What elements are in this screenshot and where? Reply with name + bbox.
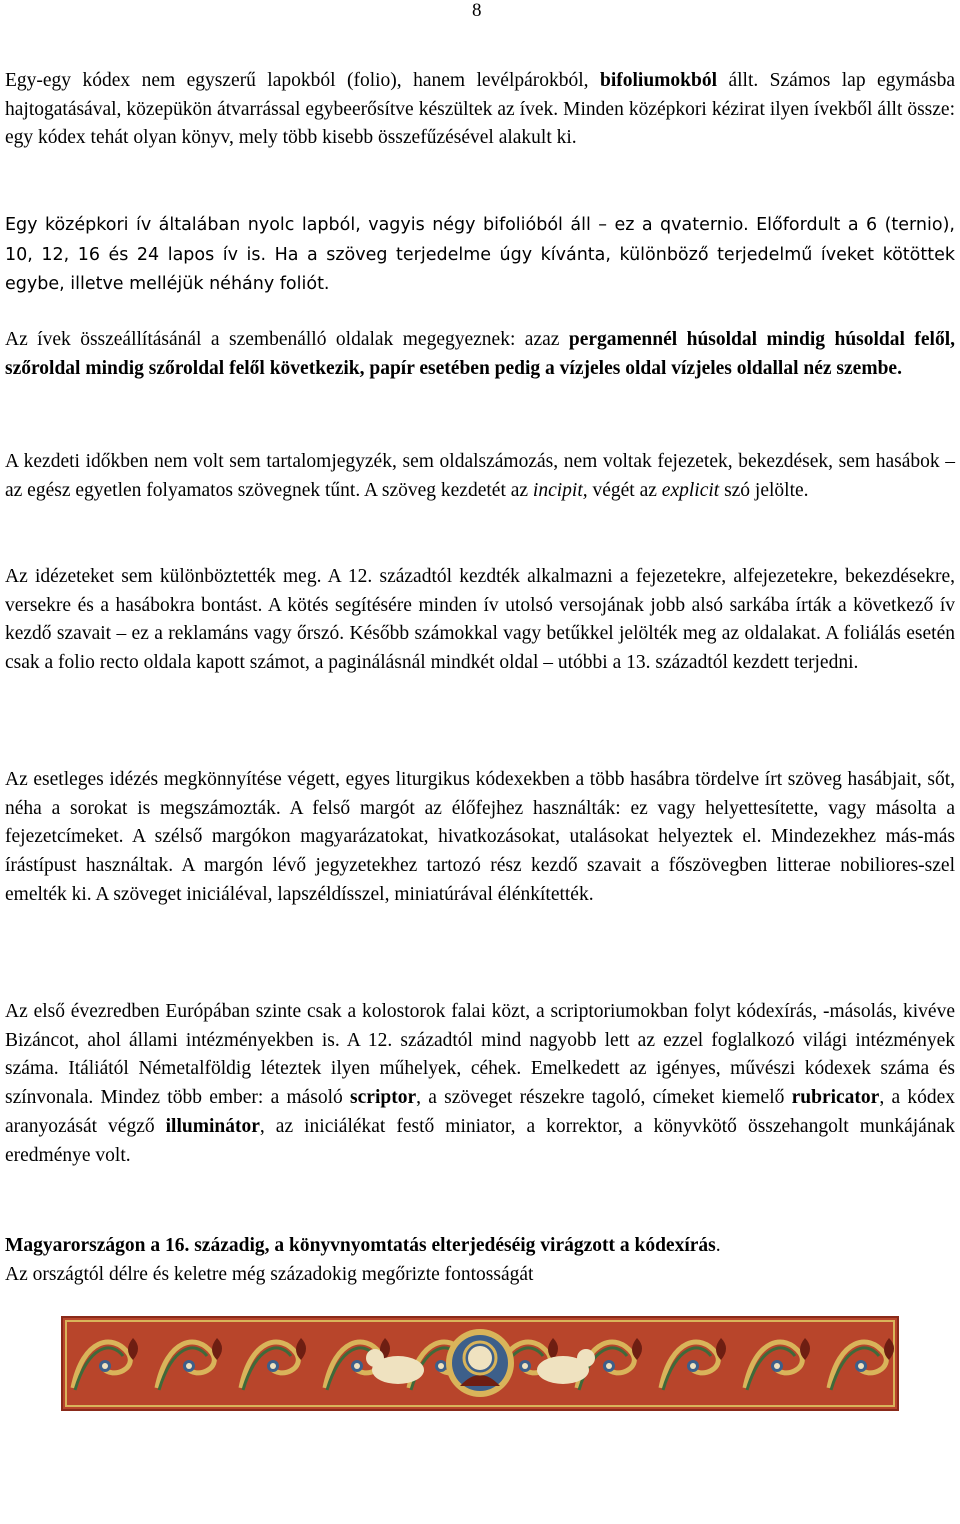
p4-text-a: A kezdeti időkben nem volt sem tartalomjegyzék, sem oldalszámozás, nem voltak fejezetek, bekezdések, sem hasábok – az egész egyetlen folyamatos szövegnek tűnt. A szöveg kezdetét az bbox=[5, 451, 955, 501]
p7-text-a: Az első évezredben Európában szinte csak a kolostorok falai közt, a scriptoriumokban folyt kódexírás, -másolás, kivéve Bizáncot, ahol állami intézményekben is. A 12. századtól mind nagyobb lett az ezzel foglalkozó világi intézmények száma. Itáliától Németalföldig léteztek ilyen műhelyek, céhek. Emelkedett az igényes, művészi kódexek száma és színvonala. Mindez több ember: a másoló bbox=[5, 1001, 955, 1109]
paragraph-scriptorium bbox=[5, 998, 955, 1170]
p8-period: . bbox=[715, 1235, 721, 1256]
p3-bold-rule: pergamennél húsoldal mindig húsoldal felől, szőroldal mindig szőroldal felől következik, papír esetében pedig a vízjeles oldal vízjeles oldallal néz szembe. bbox=[5, 329, 955, 379]
paragraph-tagolas: Az idézeteket sem különböztették meg. A 12. századtól kezdték alkalmazni a fejezetekre, alfejezetekre, bekezdésekre, versekre és a hasábokra bontást. A kötés segítésére minden ív utolsó versojának jobb alsó sarkába írták a következő ív kezdő szavait – ez a reklamáns vagy őrszó. Később számokkal vagy betűkkel jelölték meg az oldalakat. A foliálás esetén csak a folio recto oldala kapott számot, a paginálásnál mindkét oldal – utóbbi a 13. századtól kezdett terjedni. bbox=[5, 566, 955, 674]
p4-text-c: szó jelölte. bbox=[719, 479, 809, 501]
p7-text-d: , az iniciálékat festő miniator, a korrektor, a könyvkötő összehangolt munkájának eredménye volt. bbox=[5, 1115, 955, 1166]
p7-text-b: , a szöveget részekre tagoló, címeket kiemelő bbox=[416, 1087, 792, 1109]
paragraph-margok: Az esetleges idézés megkönnyítése végett, egyes liturgikus kódexekben a több hasábra tördelve írt szöveg hasábjait, sőt, néha a sorokat is megszámozták. A felső margót az élőfejhez használták: ez vagy helyettesítette, vagy másolta a fejezetcímeket. A szélső margókon magyarázatokat, hivatkozásokat, utalásokat helyeztek el. Mindezekhez más-más írástípust használtak. A margón lévő jegyzetekhez tartozó rész kezdő szavait a főszövegben litterae nobiliores-szel emelték ki. A szöveget iniciáléval, lapszéldísszel, miniatúrával élénkítették. bbox=[5, 769, 955, 905]
term-incipit: incipit, bbox=[532, 479, 588, 501]
p8-text-c: Az országtól délre és keletre még századokig megőrizte fontosságát bbox=[5, 1263, 534, 1285]
paragraph-iv-osszeallitas bbox=[5, 326, 955, 383]
p2-text-a: Egy középkori ív általában nyolc lapból, vagyis négy bifolióból áll – ez a qvaternio. Előfordult a 6 (ternio), 10, 12, 16 és 24 lapos ív is. bbox=[5, 215, 955, 265]
p1-text-a: Egy-egy kódex nem egyszerű lapokból (folio), hanem levélpárokból, bbox=[5, 70, 600, 91]
p7-text-c: , a kódex aranyozását végző bbox=[5, 1087, 955, 1137]
paragraph-incipit-explicit bbox=[5, 448, 955, 505]
illuminated-ornament-image bbox=[63, 1318, 897, 1409]
term-explicit: explicit bbox=[661, 479, 720, 501]
page-number: 8 bbox=[472, 0, 482, 21]
term-illuminator: illuminátor bbox=[165, 1115, 260, 1137]
p2-text-b: Ha a szöveg terjedelme úgy kívánta, különböző terjedelmű íveket kötöttek egybe, illetve melléjük néhány foliót. bbox=[5, 244, 955, 295]
p4-text-b: végét az bbox=[587, 479, 662, 501]
term-scriptor: scriptor bbox=[350, 1087, 417, 1109]
p3-text-a: Az ívek összeállításánál a szembenálló oldalak megegyeznek: azaz bbox=[5, 329, 569, 350]
paragraph-qvaternio bbox=[5, 211, 955, 300]
term-rubricator: rubricator bbox=[791, 1087, 880, 1109]
decorative-border-illumination bbox=[61, 1316, 899, 1411]
term-bifoliumokbol: bifoliumokból bbox=[600, 70, 718, 91]
paragraph-bifolium bbox=[5, 67, 955, 153]
p1-text-c: állt. Számos lap egymásba hajtogatásával, közepükön átvarrással egybeerősítve készültek az ívek. Minden középkori kézirat ilyen ívekből állt össze: egy kódex tehát olyan könyv, mely több kisebb összefűzésével alakult ki. bbox=[5, 70, 955, 149]
paragraph-magyarorszag bbox=[5, 1232, 955, 1289]
p8-bold: Magyarországon a 16. századig, a könyvnyomtatás elterjedéséig virágzott a kódexírás bbox=[5, 1235, 716, 1256]
